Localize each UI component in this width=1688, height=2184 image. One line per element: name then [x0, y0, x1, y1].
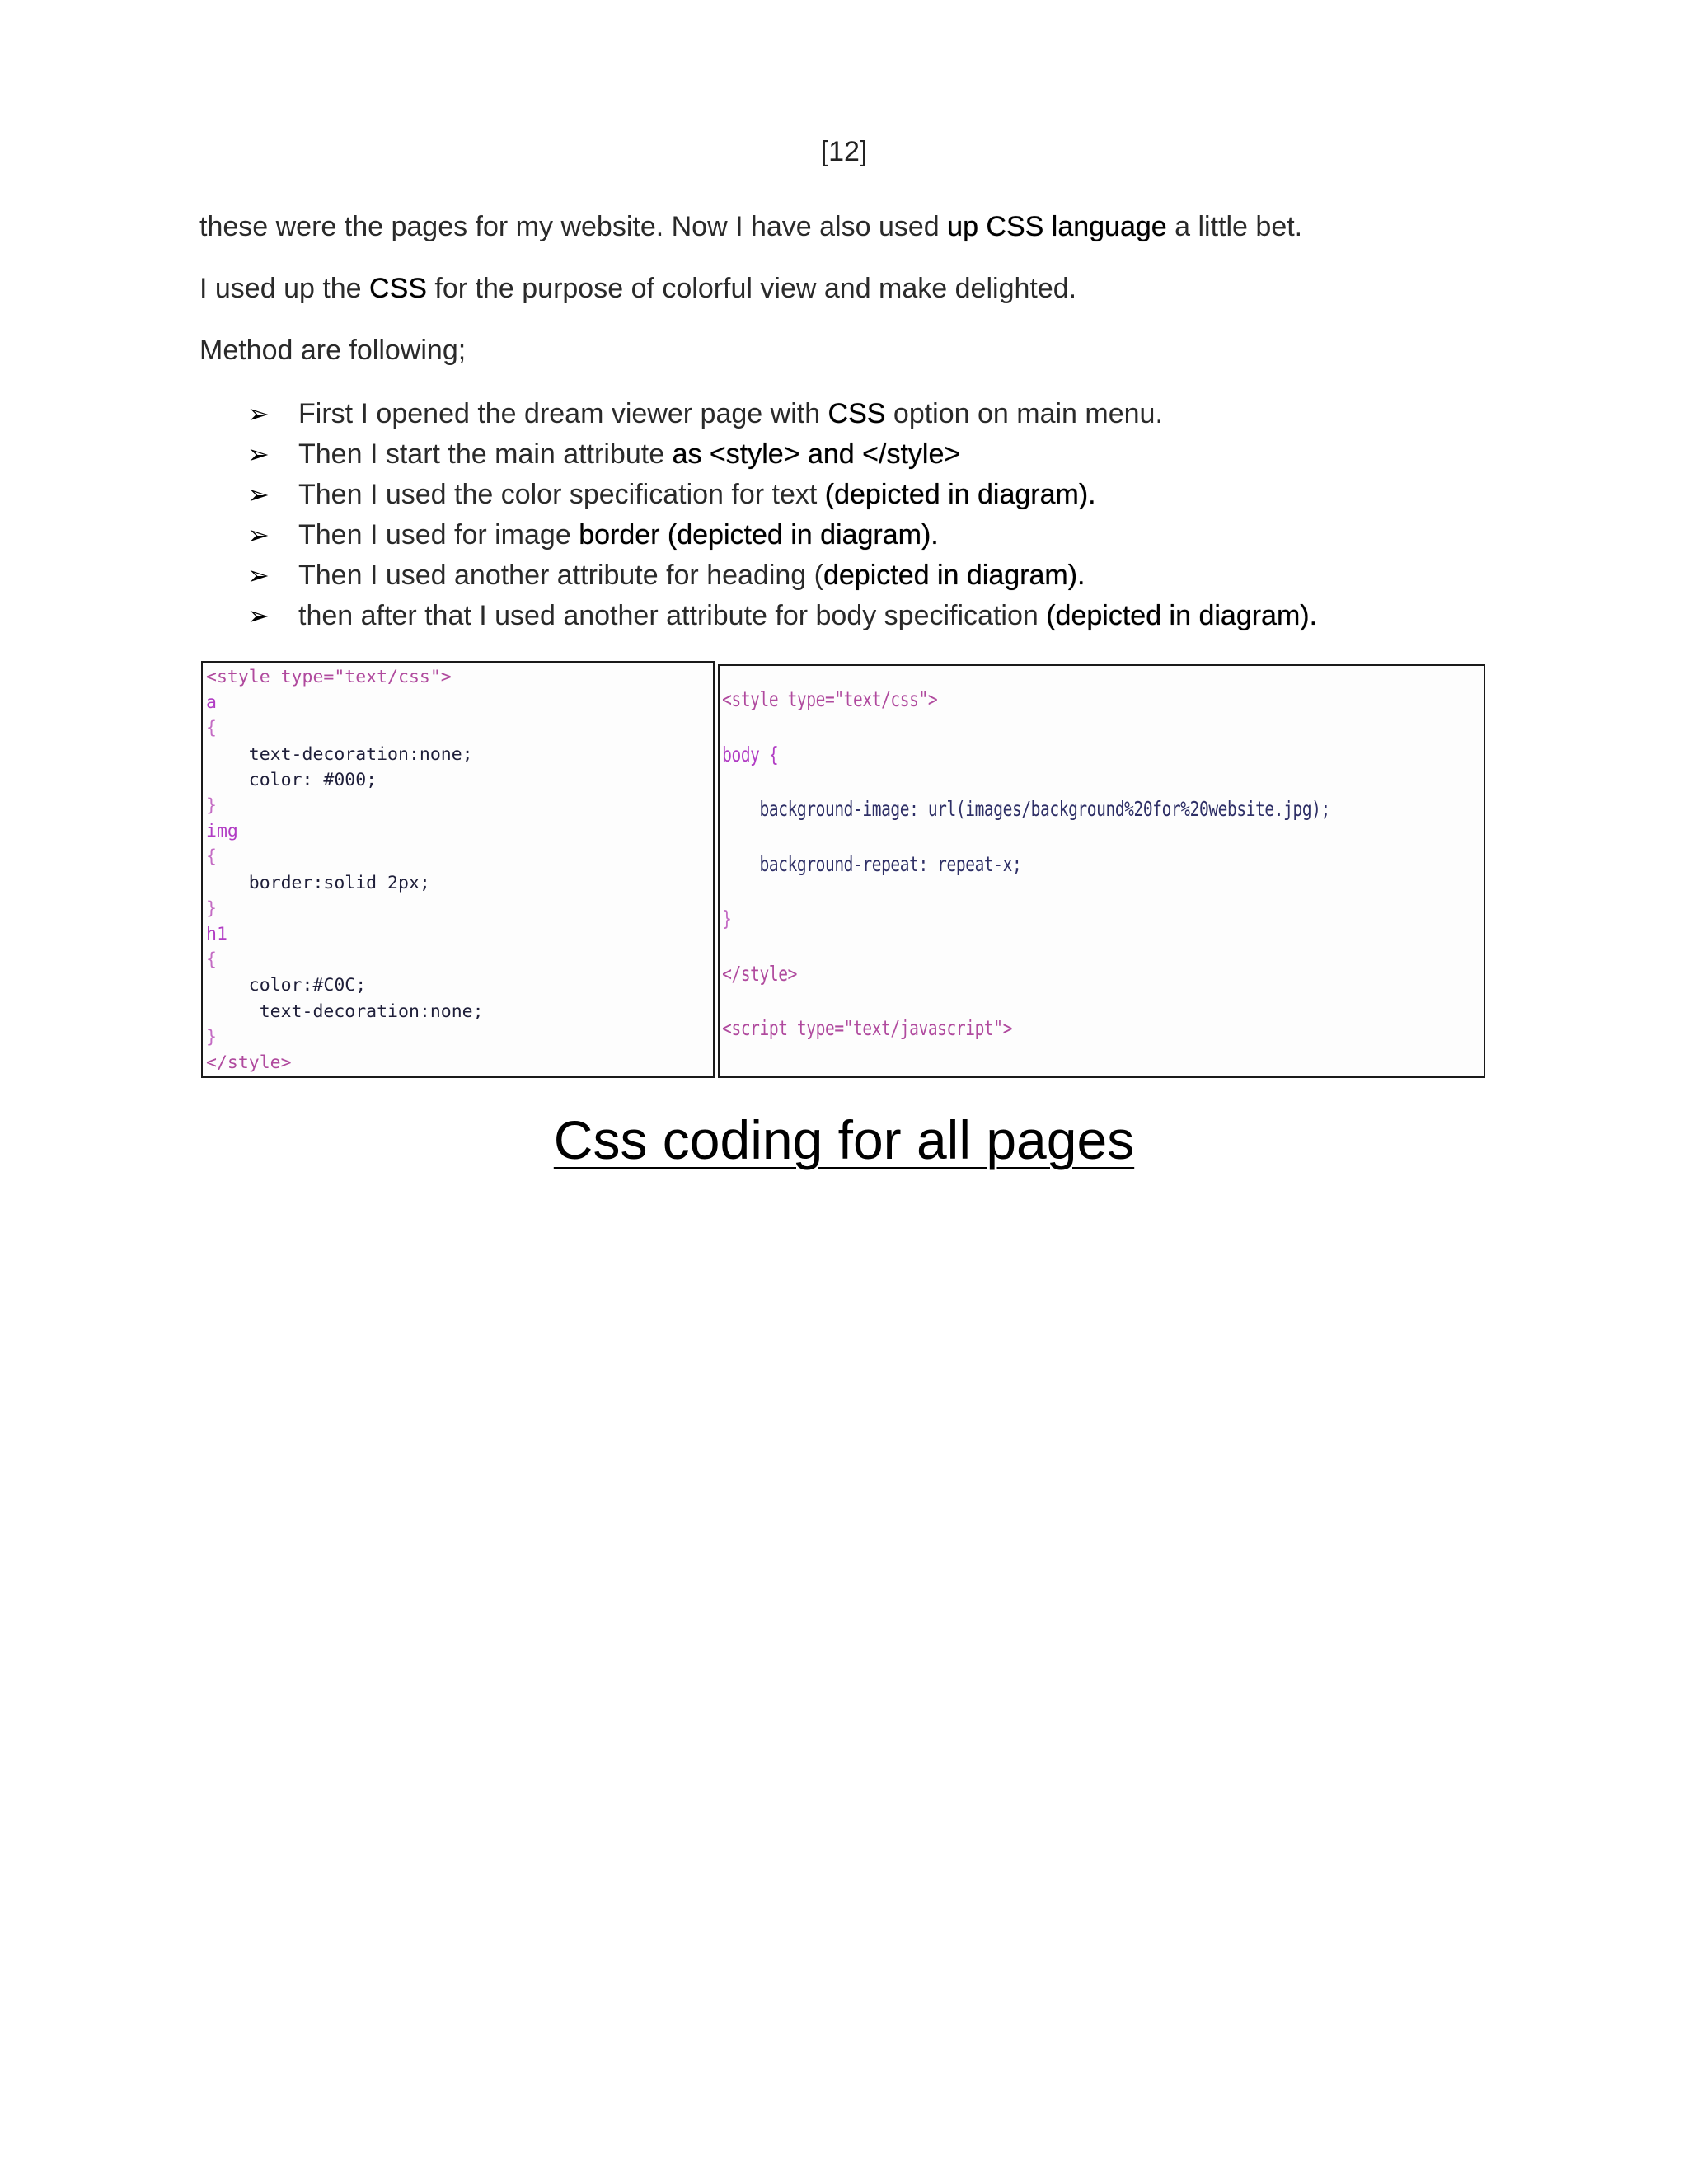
paragraph-method — [199, 335, 466, 367]
arrow-bullet-icon: ➢ — [247, 560, 270, 590]
paragraph-text: I used up the — [199, 273, 370, 304]
paragraph-css-purpose — [199, 273, 1076, 305]
list-item — [247, 475, 1317, 515]
code-line: } — [206, 1026, 217, 1047]
bullet-bold: (depicted in diagram). — [1046, 600, 1318, 631]
bullet-text: Then I used for image — [298, 519, 579, 551]
paragraph-text: Method are following; — [199, 335, 467, 366]
bullet-text: Then I used the color specification for text — [298, 479, 825, 510]
paragraph-bold: up CSS language — [947, 211, 1167, 242]
paragraph-text: a little bet. — [1166, 211, 1303, 242]
arrow-bullet-icon: ➢ — [247, 480, 270, 509]
bullet-bold: border (depicted in diagram). — [579, 519, 939, 551]
list-item — [247, 515, 1317, 555]
code-line: color:#C0C; — [206, 975, 367, 996]
code-line: background-repeat: repeat-x; — [722, 851, 1022, 876]
code-line: <style type="text/css"> — [722, 687, 938, 711]
code-line: } — [206, 795, 217, 817]
bullet-bold: as <style> and </style> — [672, 438, 961, 470]
bullet-text: then after that I used another attribute for body specification — [298, 600, 1047, 631]
code-line: { — [206, 846, 217, 868]
css-code-screenshot-right — [718, 664, 1485, 1078]
paragraph-text: these were the pages for my website. Now I have also used — [199, 211, 948, 242]
arrow-bullet-icon: ➢ — [247, 439, 270, 469]
bullet-bold: depicted in diagram). — [823, 560, 1085, 591]
method-list — [247, 394, 1317, 636]
code-block — [720, 666, 1330, 1057]
bullet-bold: (depicted in diagram). — [824, 479, 1096, 510]
paragraph-intro — [199, 211, 1302, 243]
bullet-text: option on main menu. — [885, 398, 1163, 429]
code-line: { — [206, 949, 217, 971]
code-line: border:solid 2px; — [206, 872, 430, 893]
code-line: </style> — [722, 961, 797, 986]
bullet-text: Then I used another attribute for heading ( — [298, 560, 823, 591]
list-item — [247, 596, 1317, 636]
code-line: text-decoration:none; — [206, 743, 473, 765]
code-line: <style type="text/css"> — [206, 667, 452, 687]
css-code-screenshot-left — [201, 661, 715, 1078]
code-line: a — [206, 692, 217, 714]
arrow-bullet-icon: ➢ — [247, 399, 270, 429]
code-block — [203, 663, 713, 1076]
code-line: <script type="text/javascript"> — [722, 1016, 1012, 1040]
bullet-text: Then I start the main attribute — [298, 438, 673, 470]
list-item — [247, 394, 1317, 434]
bullet-text: First I opened the dream viewer page with — [298, 398, 828, 429]
code-line: background-image: url(images/background%20for%20website.jpg); — [722, 797, 1330, 821]
code-line: } — [722, 907, 732, 930]
code-line: body { — [722, 742, 779, 766]
arrow-bullet-icon: ➢ — [247, 520, 270, 550]
code-line: img — [206, 821, 238, 842]
figure-caption: Css coding for all pages — [553, 1109, 1135, 1170]
paragraph-bold: CSS — [369, 273, 427, 304]
code-line: color: #000; — [206, 769, 377, 790]
code-line: h1 — [206, 924, 227, 945]
list-item — [247, 555, 1317, 596]
code-line: </style> — [206, 1052, 292, 1074]
code-line: text-decoration:none; — [206, 1001, 484, 1022]
list-item — [247, 434, 1317, 475]
code-line: } — [206, 898, 217, 919]
arrow-bullet-icon: ➢ — [247, 601, 270, 630]
paragraph-text: for the purpose of colorful view and make delighted. — [426, 273, 1077, 304]
code-line: { — [206, 718, 217, 739]
page-number: [12] — [820, 136, 868, 167]
bullet-bold: CSS — [828, 398, 886, 429]
